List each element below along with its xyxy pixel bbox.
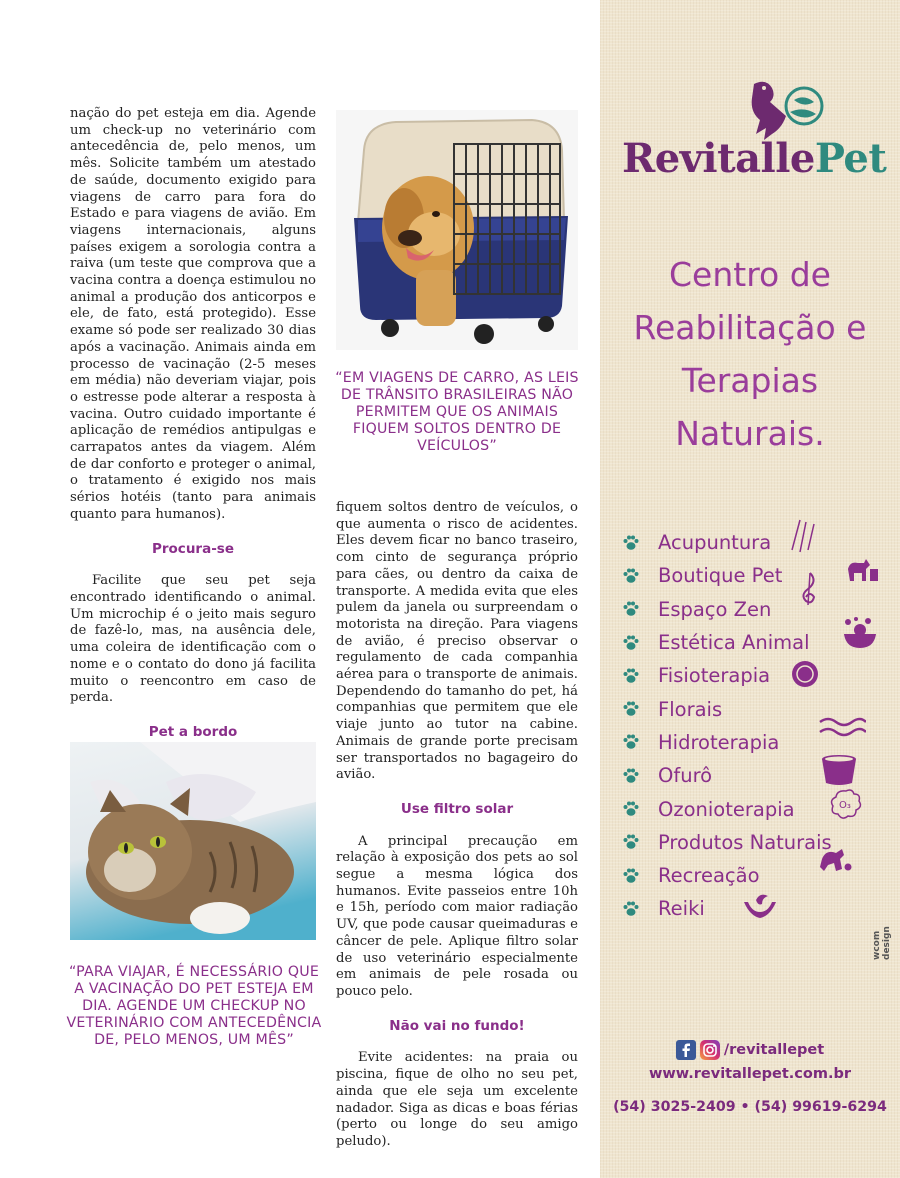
tub-icon xyxy=(820,753,858,787)
paw-icon xyxy=(622,867,640,885)
service-label: Hidroterapia xyxy=(658,730,780,754)
service-label: Reiki xyxy=(658,897,705,921)
brand-name-part1: Revitalle xyxy=(622,135,815,182)
service-label: Estética Animal xyxy=(658,631,810,655)
paw-icon xyxy=(622,900,640,918)
music-clef-icon xyxy=(798,571,820,607)
pull-quote-vaccination: “PARA VIAJAR, É NECESSÁRIO QUE A VACINAÇÃO DO PET ESTEJA EM DIA. AGENDE UM CHECKUP NO VETERINÁRIO COM ANTECEDÊNCIA DE, PELO MENOS, UM MÊS” xyxy=(66,964,322,1048)
phone-numbers: (54) 3025-2409 • (54) 99619-6294 xyxy=(613,1099,887,1115)
facebook-icon[interactable] xyxy=(676,1040,696,1060)
article-column-1 xyxy=(70,106,316,807)
service-label: Espaço Zen xyxy=(658,597,772,621)
social-handle[interactable]: /revitallepet xyxy=(723,1042,825,1058)
service-label: Produtos Naturais xyxy=(658,830,832,854)
paw-icon xyxy=(622,733,640,751)
dog-shopping-icon xyxy=(844,553,880,585)
service-label: Fisioterapia xyxy=(658,664,771,688)
paw-icon xyxy=(622,833,640,851)
bordo-paragraph-continued: fiquem soltos dentro de veículos, o que aumenta o risco de acidentes. Eles devem ficar no banco traseiro, com cinto de segurança próprio para cães, ou dentro da caixa de transporte. A medida evita que eles pulem da janela ou surpreendam o motorista na direção. Para viagens de avião, é preciso observar o regulamento de cada companhia aérea para o transporte de animais. Dependendo do tamanho do pet, há companhias que permitem que ele viaje junto ao tutor na cabine. Animais de grande porte precisam ser transportados no bagageiro do avião. xyxy=(336,500,578,783)
service-item xyxy=(622,859,892,892)
ball-icon xyxy=(790,659,820,689)
procura-paragraph: Facilite que seu pet seja encontrado identificando o animal. Um microchip é o jeito mais seguro de fazê-lo, mas, na ausência dele, uma coleira de identificação com o nome e o contato do dono já facilita muito o reencontro em caso de perda. xyxy=(70,573,316,706)
brand-name-part2: Pet xyxy=(814,135,887,182)
dog-logo-icon xyxy=(746,76,826,142)
svg-text:O₃: O₃ xyxy=(839,800,851,812)
paw-icon xyxy=(622,700,640,718)
paw-icon xyxy=(622,767,640,785)
social-row xyxy=(600,1040,900,1060)
revitallepet-ad xyxy=(600,0,900,1178)
ad-headline: Centro de Reabilitação e Terapias Naturais. xyxy=(633,255,867,453)
cat-vet-photo xyxy=(70,742,316,940)
service-item xyxy=(622,892,892,925)
filtro-paragraph: A principal precaução em relação à exposição dos pets ao sol segue a mesma lógica dos humanos. Evite passeios entre 10h e 15h, período com maior radiação UV, que pode causar queimaduras e câncer de pele. Aplique filtro solar de uso veterinário especialmente em animais de pele rosada ou pouco pelo. xyxy=(336,833,578,999)
service-label: Recreação xyxy=(658,864,760,888)
website-link[interactable]: www.revitallepet.com.br xyxy=(648,1066,852,1082)
brand-logo xyxy=(622,135,887,182)
heading-filtro-solar: Use filtro solar xyxy=(400,800,514,817)
service-label: Florais xyxy=(658,697,723,721)
service-item xyxy=(622,626,892,659)
fundo-paragraph: Evite acidentes: na praia ou piscina, fique de olho no seu pet, ainda que ele seja um excelente nadador. Siga as dicas e boas férias (perto ou longe do seu amigo peludo). xyxy=(336,1050,578,1149)
pull-quote-car-travel: “EM VIAGENS DE CARRO, AS LEIS DE TRÂNSITO BRASILEIRAS NÃO PERMITEM QUE OS ANIMAIS FIQUEM SOLTOS DENTRO DE VEÍCULOS” xyxy=(335,370,579,454)
paw-icon xyxy=(622,567,640,585)
heading-procura: Procura-se xyxy=(151,540,234,557)
paw-icon xyxy=(622,667,640,685)
heading-pet-a-bordo: Pet a bordo xyxy=(148,723,238,740)
paw-icon xyxy=(622,634,640,652)
service-item xyxy=(622,759,892,792)
article-column-2 xyxy=(336,500,578,1151)
intro-paragraph: nação do pet esteja em dia. Agende um check-up no veterinário com antecedência de, pelo menos, um mês. Solicite também um atestado de saúde, documento exigido para viagens de carro para fora do Estado e para viagens de avião. Em viagens internacionais, alguns países exigem a sorologia contra a raiva (um teste que comprova que a vacina contra a doença estimulou no animal a produção dos anticorpos e ele, de fato, está protegido). Esse exame só pode ser realizado 30 dias após a vacinação. Animais ainda em processo de vacinação (2-5 meses em média) não deveriam viajar, pois o estresse pode alterar a resposta à vacina. Outro cuidado importante é aplicação de remédios antipulgas e carrapatos antes da viagem. Além de dar conforto e proteger o animal, o tratamento é exigido nos mais sérios hotéis (tanto para animais quanto para humanos). xyxy=(70,106,316,522)
heading-nao-vai-no-fundo: Não vai no fundo! xyxy=(389,1017,525,1034)
service-label: Ozonioterapia xyxy=(658,797,795,821)
service-item xyxy=(622,792,892,825)
playing-dog-icon xyxy=(818,845,852,875)
design-credit: wcom design xyxy=(872,926,892,960)
paw-icon xyxy=(622,600,640,618)
service-label: Ofurô xyxy=(658,764,713,788)
needles-icon xyxy=(788,518,818,554)
waves-icon xyxy=(818,714,866,740)
ozone-icon xyxy=(830,788,862,820)
bath-icon xyxy=(840,616,880,652)
hands-bird-icon xyxy=(742,890,778,920)
dog-carrier-photo xyxy=(336,110,578,350)
service-label: Boutique Pet xyxy=(658,564,783,588)
paw-icon xyxy=(622,534,640,552)
service-item xyxy=(622,559,892,592)
service-label: Acupuntura xyxy=(658,531,772,555)
service-item xyxy=(622,659,892,692)
paw-icon xyxy=(622,800,640,818)
contact-block xyxy=(600,1040,900,1115)
services-list xyxy=(622,526,892,926)
instagram-icon[interactable] xyxy=(700,1040,720,1060)
